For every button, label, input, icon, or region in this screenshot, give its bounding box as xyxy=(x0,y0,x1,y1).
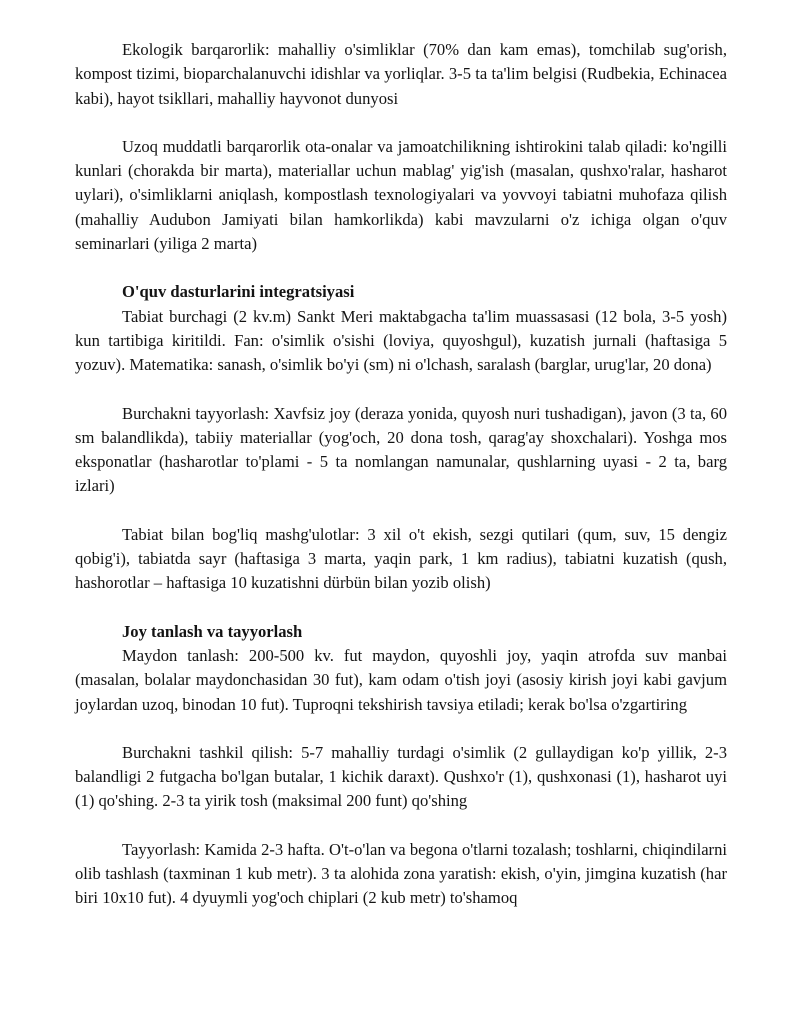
section-curriculum-integration xyxy=(75,280,727,595)
paragraph-nature-activities: Tabiat bilan bog'liq mashg'ulotlar: 3 xil o't ekish, sezgi qutilari (qum, suv, 15 dengiz qobig'i), tabiatda sayr (haftasiga 3 marta, yaqin park, 1 km radius), tabiatni kuzatish (qush, hashorotlar – haftasiga 10 kuzatishni dürbün bilan yozib olish) xyxy=(75,524,727,593)
paragraph-corner-preparation: Burchakni tayyorlash: Xavfsiz joy (deraza yonida, quyosh nuri tushadigan), javon (3 ta, 60 sm balandlikda), tabiiy materiallar (yog'och, 20 dona tosh, qarag'ay shoxchalari). Yoshga mos eksponatlar (hasharotlar to'plami - 5 ta nomlangan namunalar, qushlarning uyasi - 2 ta, barg izlari) xyxy=(75,403,727,496)
paragraph-long-term-sustainability: Uzoq muddatli barqarorlik ota-onalar va jamoatchilikning ishtirokini talab qiladi: ko'ngilli kunlari (chorakda bir marta), materiallar uchun mablag' yig'ish (masalan, qushxo'ralar, hasharot uylari), o'simliklarni aniqlash, kompostlash texnologiyalari va yovvoyi tabiatni muhofaza qilish (mahalliy Audubon Jamiyati bilan hamkorlikda) kabi mavzularni o'z ichiga olgan o'quv seminarlari (yiliga 2 marta) xyxy=(75,136,727,254)
paragraph-preparation: Tayyorlash: Kamida 2-3 hafta. O't-o'lan va begona o'tlarni tozalash; toshlarni, chiqindilarni olib tashlash (taxminan 1 kub metr). 3 ta alohida zona yaratish: ekish, o'yin, jimgina kuzatish (har biri 10x10 fut). 4 dyuymli yog'och chiplari (2 kub metr) to'shamoq xyxy=(75,839,727,908)
paragraph-corner-organization: Burchakni tashkil qilish: 5-7 mahalliy turdagi o'simlik (2 gullaydigan ko'p yillik, 2-3 balandligi 2 futgacha bo'lgan butalar, 1 kichik daraxt). Qushxo'r (1), qushxonasi (1), hasharot uyi (1) qo'shing. 2-3 ta yirik tosh (maksimal 200 funt) qo'shing xyxy=(75,742,727,811)
paragraph-ecological-sustainability: Ekologik barqarorlik: mahalliy o'simliklar (70% dan kam emas), tomchilab sug'orish, kompost tizimi, bioparchalanuvchi idishlar va yorliqlar. 3-5 ta ta'lim belgisi (Rudbekia, Echinacea kabi), hayot tsikllari, mahalliy hayvonot dunyosi xyxy=(75,40,727,108)
document-page xyxy=(75,38,727,935)
paragraph-area-selection: Maydon tanlash: 200-500 kv. fut maydon, quyoshli joy, yaqin atrofda suv manbai (masalan, bolalar maydonchasidan 30 fut), kam odam o'tish joyi (asosiy kirish joyi kabi gavjum joylardan uzoq, binodan 10 fut). Tuproqni tekshirish tavsiya etiladi; kerak bo'lsa o'zgartiring xyxy=(75,645,727,714)
section-heading-site-selection: Joy tanlash va tayyorlash xyxy=(122,621,303,641)
section-site-selection xyxy=(75,620,727,911)
section-heading-curriculum-integration: O'quv dasturlarini integratsiyasi xyxy=(122,282,355,302)
paragraph-nature-corner: Tabiat burchagi (2 kv.m) Sankt Meri maktabgacha ta'lim muassasasi (12 bola, 3-5 yosh) kun tartibiga kiritildi. Fan: o'simlik o'sishi (loviya, quyoshgul), kuzatish jurnali (haftasiga 5 yozuv). Matematika: sanash, o'simlik bo'yi (sm) ni o'lchash, saralash (barglar, urug'lar, 20 dona) xyxy=(75,306,727,375)
